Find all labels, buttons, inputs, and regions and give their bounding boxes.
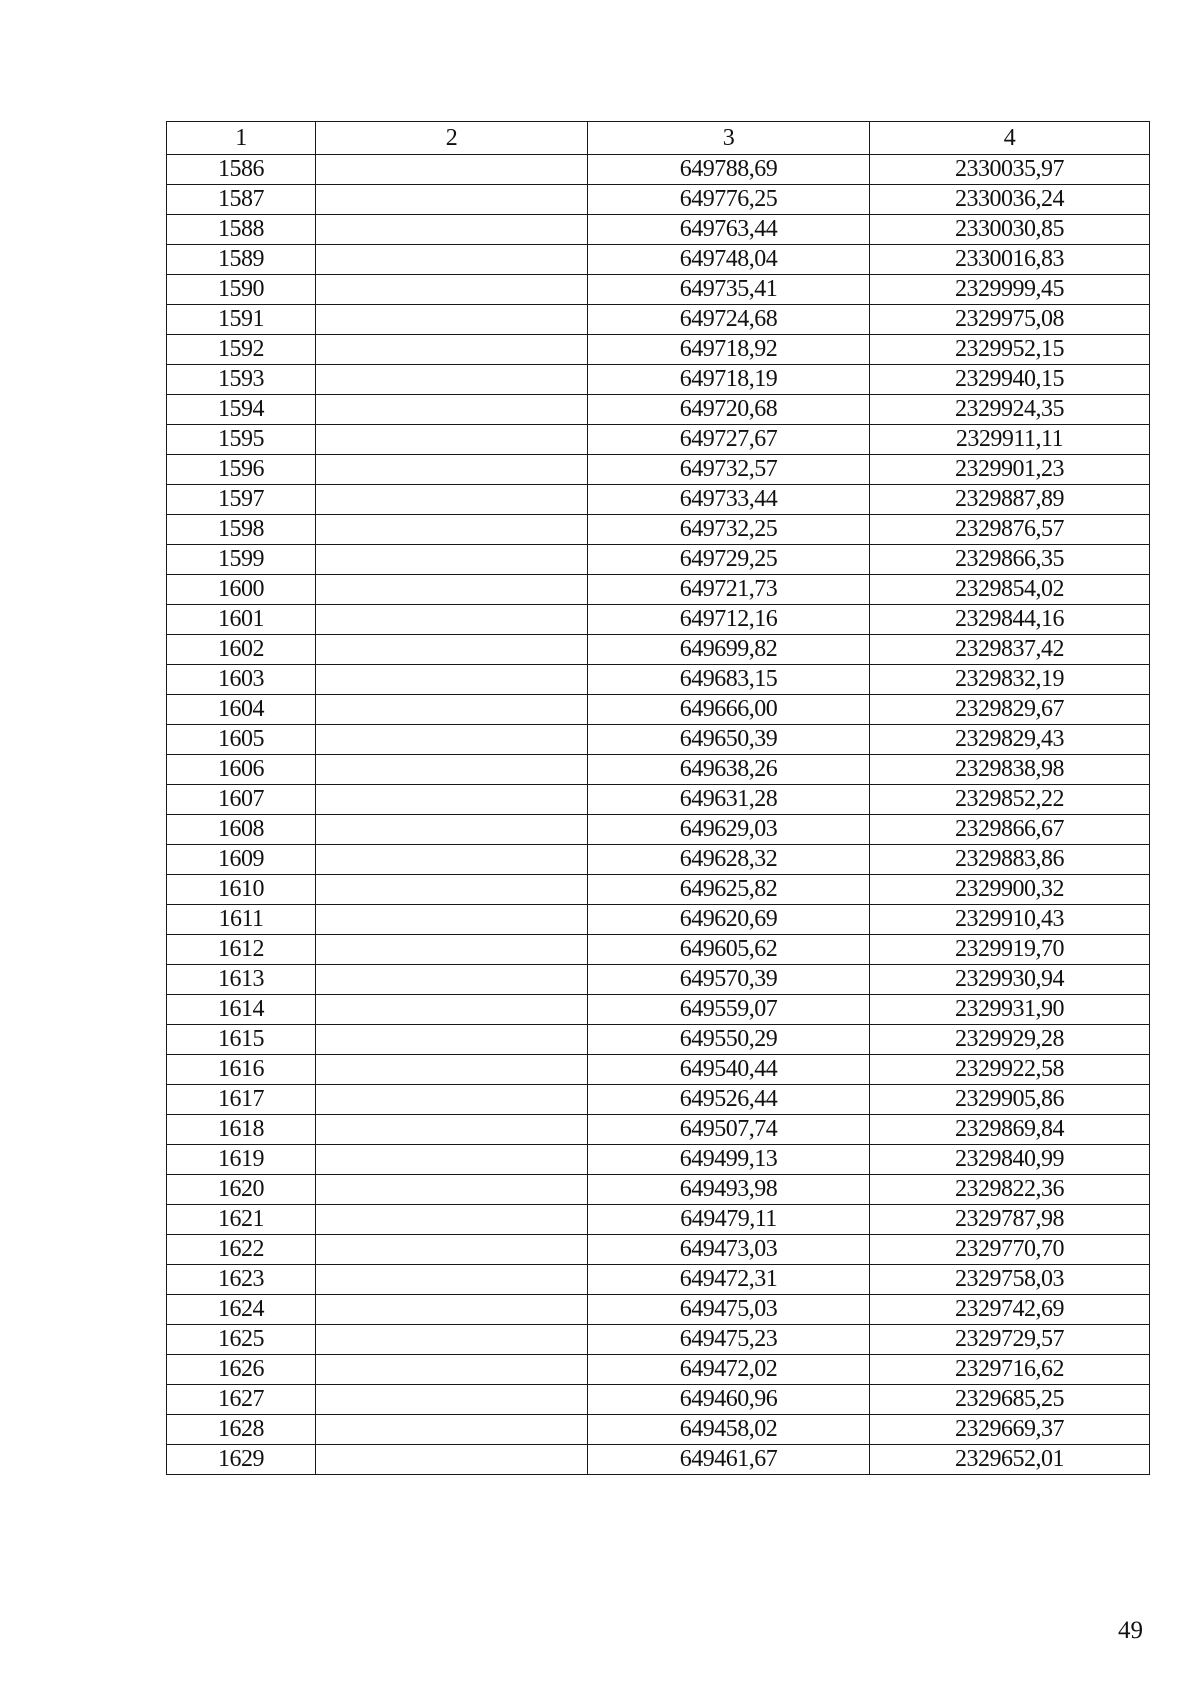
point-number-cell: 1599 bbox=[167, 545, 316, 575]
point-number-cell: 1588 bbox=[167, 215, 316, 245]
col2-cell bbox=[316, 425, 588, 455]
y-coordinate-cell: 2329919,70 bbox=[870, 935, 1150, 965]
point-number-cell: 1621 bbox=[167, 1205, 316, 1235]
table-row bbox=[167, 515, 1150, 545]
point-number-cell: 1608 bbox=[167, 815, 316, 845]
table-row bbox=[167, 905, 1150, 935]
table-row bbox=[167, 995, 1150, 1025]
y-coordinate-cell: 2329716,62 bbox=[870, 1355, 1150, 1385]
point-number-cell: 1609 bbox=[167, 845, 316, 875]
table-row bbox=[167, 1055, 1150, 1085]
x-coordinate-cell: 649699,82 bbox=[588, 635, 870, 665]
x-coordinate-cell: 649472,31 bbox=[588, 1265, 870, 1295]
table-row bbox=[167, 1025, 1150, 1055]
y-coordinate-cell: 2329930,94 bbox=[870, 965, 1150, 995]
y-coordinate-cell: 2330030,85 bbox=[870, 215, 1150, 245]
col2-cell bbox=[316, 1115, 588, 1145]
table-row bbox=[167, 395, 1150, 425]
header-cell-col2: 2 bbox=[316, 122, 588, 155]
table-row bbox=[167, 275, 1150, 305]
col2-cell bbox=[316, 755, 588, 785]
x-coordinate-cell: 649712,16 bbox=[588, 605, 870, 635]
table-row bbox=[167, 755, 1150, 785]
y-coordinate-cell: 2329999,45 bbox=[870, 275, 1150, 305]
x-coordinate-cell: 649718,19 bbox=[588, 365, 870, 395]
x-coordinate-cell: 649493,98 bbox=[588, 1175, 870, 1205]
y-coordinate-cell: 2329900,32 bbox=[870, 875, 1150, 905]
col2-cell bbox=[316, 1025, 588, 1055]
col2-cell bbox=[316, 905, 588, 935]
point-number-cell: 1629 bbox=[167, 1445, 316, 1475]
x-coordinate-cell: 649475,23 bbox=[588, 1325, 870, 1355]
point-number-cell: 1617 bbox=[167, 1085, 316, 1115]
col2-cell bbox=[316, 485, 588, 515]
point-number-cell: 1619 bbox=[167, 1145, 316, 1175]
x-coordinate-cell: 649666,00 bbox=[588, 695, 870, 725]
point-number-cell: 1625 bbox=[167, 1325, 316, 1355]
x-coordinate-cell: 649540,44 bbox=[588, 1055, 870, 1085]
table-row bbox=[167, 1355, 1150, 1385]
y-coordinate-cell: 2329854,02 bbox=[870, 575, 1150, 605]
table-row bbox=[167, 365, 1150, 395]
y-coordinate-cell: 2329838,98 bbox=[870, 755, 1150, 785]
point-number-cell: 1587 bbox=[167, 185, 316, 215]
point-number-cell: 1627 bbox=[167, 1385, 316, 1415]
point-number-cell: 1610 bbox=[167, 875, 316, 905]
col2-cell bbox=[316, 995, 588, 1025]
col2-cell bbox=[316, 275, 588, 305]
col2-cell bbox=[316, 935, 588, 965]
table-row bbox=[167, 1205, 1150, 1235]
y-coordinate-cell: 2329910,43 bbox=[870, 905, 1150, 935]
x-coordinate-cell: 649473,03 bbox=[588, 1235, 870, 1265]
x-coordinate-cell: 649458,02 bbox=[588, 1415, 870, 1445]
x-coordinate-cell: 649683,15 bbox=[588, 665, 870, 695]
y-coordinate-cell: 2330035,97 bbox=[870, 155, 1150, 185]
col2-cell bbox=[316, 875, 588, 905]
table-row bbox=[167, 785, 1150, 815]
x-coordinate-cell: 649550,29 bbox=[588, 1025, 870, 1055]
y-coordinate-cell: 2329901,23 bbox=[870, 455, 1150, 485]
y-coordinate-cell: 2329922,58 bbox=[870, 1055, 1150, 1085]
col2-cell bbox=[316, 305, 588, 335]
y-coordinate-cell: 2329883,86 bbox=[870, 845, 1150, 875]
x-coordinate-cell: 649472,02 bbox=[588, 1355, 870, 1385]
point-number-cell: 1603 bbox=[167, 665, 316, 695]
point-number-cell: 1586 bbox=[167, 155, 316, 185]
table-row bbox=[167, 1385, 1150, 1415]
y-coordinate-cell: 2329940,15 bbox=[870, 365, 1150, 395]
col2-cell bbox=[316, 1295, 588, 1325]
y-coordinate-cell: 2329829,67 bbox=[870, 695, 1150, 725]
point-number-cell: 1614 bbox=[167, 995, 316, 1025]
table-row bbox=[167, 1265, 1150, 1295]
x-coordinate-cell: 649625,82 bbox=[588, 875, 870, 905]
y-coordinate-cell: 2329876,57 bbox=[870, 515, 1150, 545]
table-row bbox=[167, 1325, 1150, 1355]
col2-cell bbox=[316, 1145, 588, 1175]
x-coordinate-cell: 649763,44 bbox=[588, 215, 870, 245]
y-coordinate-cell: 2329929,28 bbox=[870, 1025, 1150, 1055]
y-coordinate-cell: 2329742,69 bbox=[870, 1295, 1150, 1325]
table-row bbox=[167, 665, 1150, 695]
point-number-cell: 1590 bbox=[167, 275, 316, 305]
x-coordinate-cell: 649620,69 bbox=[588, 905, 870, 935]
x-coordinate-cell: 649727,67 bbox=[588, 425, 870, 455]
col2-cell bbox=[316, 1415, 588, 1445]
col2-cell bbox=[316, 1085, 588, 1115]
table-row bbox=[167, 635, 1150, 665]
header-cell-col4: 4 bbox=[870, 122, 1150, 155]
table-header bbox=[167, 122, 1150, 155]
point-number-cell: 1607 bbox=[167, 785, 316, 815]
x-coordinate-cell: 649629,03 bbox=[588, 815, 870, 845]
x-coordinate-cell: 649724,68 bbox=[588, 305, 870, 335]
point-number-cell: 1628 bbox=[167, 1415, 316, 1445]
table-row bbox=[167, 455, 1150, 485]
x-coordinate-cell: 649718,92 bbox=[588, 335, 870, 365]
y-coordinate-cell: 2329729,57 bbox=[870, 1325, 1150, 1355]
x-coordinate-cell: 649735,41 bbox=[588, 275, 870, 305]
table-row bbox=[167, 485, 1150, 515]
col2-cell bbox=[316, 815, 588, 845]
x-coordinate-cell: 649721,73 bbox=[588, 575, 870, 605]
y-coordinate-cell: 2329844,16 bbox=[870, 605, 1150, 635]
y-coordinate-cell: 2329822,36 bbox=[870, 1175, 1150, 1205]
point-number-cell: 1605 bbox=[167, 725, 316, 755]
col2-cell bbox=[316, 185, 588, 215]
y-coordinate-cell: 2329975,08 bbox=[870, 305, 1150, 335]
header-cell-col1: 1 bbox=[167, 122, 316, 155]
point-number-cell: 1593 bbox=[167, 365, 316, 395]
point-number-cell: 1604 bbox=[167, 695, 316, 725]
coordinates-table bbox=[166, 121, 1150, 1475]
col2-cell bbox=[316, 1205, 588, 1235]
col2-cell bbox=[316, 965, 588, 995]
x-coordinate-cell: 649475,03 bbox=[588, 1295, 870, 1325]
y-coordinate-cell: 2329758,03 bbox=[870, 1265, 1150, 1295]
y-coordinate-cell: 2329852,22 bbox=[870, 785, 1150, 815]
x-coordinate-cell: 649628,32 bbox=[588, 845, 870, 875]
table-row bbox=[167, 875, 1150, 905]
table-row bbox=[167, 1445, 1150, 1475]
col2-cell bbox=[316, 1055, 588, 1085]
x-coordinate-cell: 649729,25 bbox=[588, 545, 870, 575]
col2-cell bbox=[316, 845, 588, 875]
x-coordinate-cell: 649479,11 bbox=[588, 1205, 870, 1235]
y-coordinate-cell: 2329905,86 bbox=[870, 1085, 1150, 1115]
point-number-cell: 1624 bbox=[167, 1295, 316, 1325]
point-number-cell: 1623 bbox=[167, 1265, 316, 1295]
col2-cell bbox=[316, 695, 588, 725]
y-coordinate-cell: 2329866,35 bbox=[870, 545, 1150, 575]
table-row bbox=[167, 845, 1150, 875]
point-number-cell: 1616 bbox=[167, 1055, 316, 1085]
point-number-cell: 1594 bbox=[167, 395, 316, 425]
col2-cell bbox=[316, 1175, 588, 1205]
point-number-cell: 1597 bbox=[167, 485, 316, 515]
y-coordinate-cell: 2329787,98 bbox=[870, 1205, 1150, 1235]
point-number-cell: 1612 bbox=[167, 935, 316, 965]
col2-cell bbox=[316, 515, 588, 545]
y-coordinate-cell: 2330016,83 bbox=[870, 245, 1150, 275]
point-number-cell: 1591 bbox=[167, 305, 316, 335]
page-number: 49 bbox=[1118, 1617, 1143, 1644]
x-coordinate-cell: 649776,25 bbox=[588, 185, 870, 215]
x-coordinate-cell: 649720,68 bbox=[588, 395, 870, 425]
y-coordinate-cell: 2329887,89 bbox=[870, 485, 1150, 515]
col2-cell bbox=[316, 455, 588, 485]
point-number-cell: 1601 bbox=[167, 605, 316, 635]
col2-cell bbox=[316, 1325, 588, 1355]
point-number-cell: 1592 bbox=[167, 335, 316, 365]
point-number-cell: 1622 bbox=[167, 1235, 316, 1265]
table-row bbox=[167, 935, 1150, 965]
table-row bbox=[167, 1115, 1150, 1145]
table-row bbox=[167, 575, 1150, 605]
table-row bbox=[167, 605, 1150, 635]
col2-cell bbox=[316, 605, 588, 635]
table-row bbox=[167, 155, 1150, 185]
x-coordinate-cell: 649650,39 bbox=[588, 725, 870, 755]
table-row bbox=[167, 965, 1150, 995]
point-number-cell: 1615 bbox=[167, 1025, 316, 1055]
col2-cell bbox=[316, 155, 588, 185]
y-coordinate-cell: 2329832,19 bbox=[870, 665, 1150, 695]
col2-cell bbox=[316, 1355, 588, 1385]
y-coordinate-cell: 2330036,24 bbox=[870, 185, 1150, 215]
col2-cell bbox=[316, 245, 588, 275]
y-coordinate-cell: 2329652,01 bbox=[870, 1445, 1150, 1475]
point-number-cell: 1589 bbox=[167, 245, 316, 275]
col2-cell bbox=[316, 1445, 588, 1475]
y-coordinate-cell: 2329685,25 bbox=[870, 1385, 1150, 1415]
table-row bbox=[167, 1145, 1150, 1175]
col2-cell bbox=[316, 575, 588, 605]
point-number-cell: 1620 bbox=[167, 1175, 316, 1205]
col2-cell bbox=[316, 1385, 588, 1415]
x-coordinate-cell: 649732,57 bbox=[588, 455, 870, 485]
col2-cell bbox=[316, 665, 588, 695]
table-row bbox=[167, 335, 1150, 365]
table-row bbox=[167, 425, 1150, 455]
x-coordinate-cell: 649526,44 bbox=[588, 1085, 870, 1115]
point-number-cell: 1598 bbox=[167, 515, 316, 545]
table-row bbox=[167, 1235, 1150, 1265]
x-coordinate-cell: 649559,07 bbox=[588, 995, 870, 1025]
x-coordinate-cell: 649460,96 bbox=[588, 1385, 870, 1415]
table-row bbox=[167, 185, 1150, 215]
table-row bbox=[167, 215, 1150, 245]
point-number-cell: 1606 bbox=[167, 755, 316, 785]
y-coordinate-cell: 2329924,35 bbox=[870, 395, 1150, 425]
x-coordinate-cell: 649788,69 bbox=[588, 155, 870, 185]
col2-cell bbox=[316, 725, 588, 755]
y-coordinate-cell: 2329840,99 bbox=[870, 1145, 1150, 1175]
point-number-cell: 1596 bbox=[167, 455, 316, 485]
point-number-cell: 1611 bbox=[167, 905, 316, 935]
y-coordinate-cell: 2329931,90 bbox=[870, 995, 1150, 1025]
col2-cell bbox=[316, 1265, 588, 1295]
y-coordinate-cell: 2329911,11 bbox=[870, 425, 1150, 455]
table-body bbox=[167, 155, 1150, 1475]
x-coordinate-cell: 649461,67 bbox=[588, 1445, 870, 1475]
y-coordinate-cell: 2329869,84 bbox=[870, 1115, 1150, 1145]
table-row bbox=[167, 815, 1150, 845]
point-number-cell: 1600 bbox=[167, 575, 316, 605]
col2-cell bbox=[316, 545, 588, 575]
point-number-cell: 1626 bbox=[167, 1355, 316, 1385]
col2-cell bbox=[316, 395, 588, 425]
x-coordinate-cell: 649605,62 bbox=[588, 935, 870, 965]
y-coordinate-cell: 2329829,43 bbox=[870, 725, 1150, 755]
y-coordinate-cell: 2329770,70 bbox=[870, 1235, 1150, 1265]
point-number-cell: 1595 bbox=[167, 425, 316, 455]
col2-cell bbox=[316, 215, 588, 245]
y-coordinate-cell: 2329669,37 bbox=[870, 1415, 1150, 1445]
table-row bbox=[167, 725, 1150, 755]
col2-cell bbox=[316, 365, 588, 395]
table-row bbox=[167, 695, 1150, 725]
col2-cell bbox=[316, 335, 588, 365]
x-coordinate-cell: 649570,39 bbox=[588, 965, 870, 995]
table-row bbox=[167, 1085, 1150, 1115]
x-coordinate-cell: 649748,04 bbox=[588, 245, 870, 275]
table-row bbox=[167, 1175, 1150, 1205]
point-number-cell: 1602 bbox=[167, 635, 316, 665]
table-row bbox=[167, 305, 1150, 335]
table-row bbox=[167, 245, 1150, 275]
col2-cell bbox=[316, 635, 588, 665]
col2-cell bbox=[316, 1235, 588, 1265]
point-number-cell: 1618 bbox=[167, 1115, 316, 1145]
table-row bbox=[167, 1415, 1150, 1445]
y-coordinate-cell: 2329837,42 bbox=[870, 635, 1150, 665]
x-coordinate-cell: 649733,44 bbox=[588, 485, 870, 515]
x-coordinate-cell: 649732,25 bbox=[588, 515, 870, 545]
x-coordinate-cell: 649507,74 bbox=[588, 1115, 870, 1145]
x-coordinate-cell: 649638,26 bbox=[588, 755, 870, 785]
col2-cell bbox=[316, 785, 588, 815]
point-number-cell: 1613 bbox=[167, 965, 316, 995]
y-coordinate-cell: 2329952,15 bbox=[870, 335, 1150, 365]
y-coordinate-cell: 2329866,67 bbox=[870, 815, 1150, 845]
x-coordinate-cell: 649631,28 bbox=[588, 785, 870, 815]
table-row bbox=[167, 545, 1150, 575]
x-coordinate-cell: 649499,13 bbox=[588, 1145, 870, 1175]
table-row bbox=[167, 1295, 1150, 1325]
header-row bbox=[167, 122, 1150, 155]
header-cell-col3: 3 bbox=[588, 122, 870, 155]
